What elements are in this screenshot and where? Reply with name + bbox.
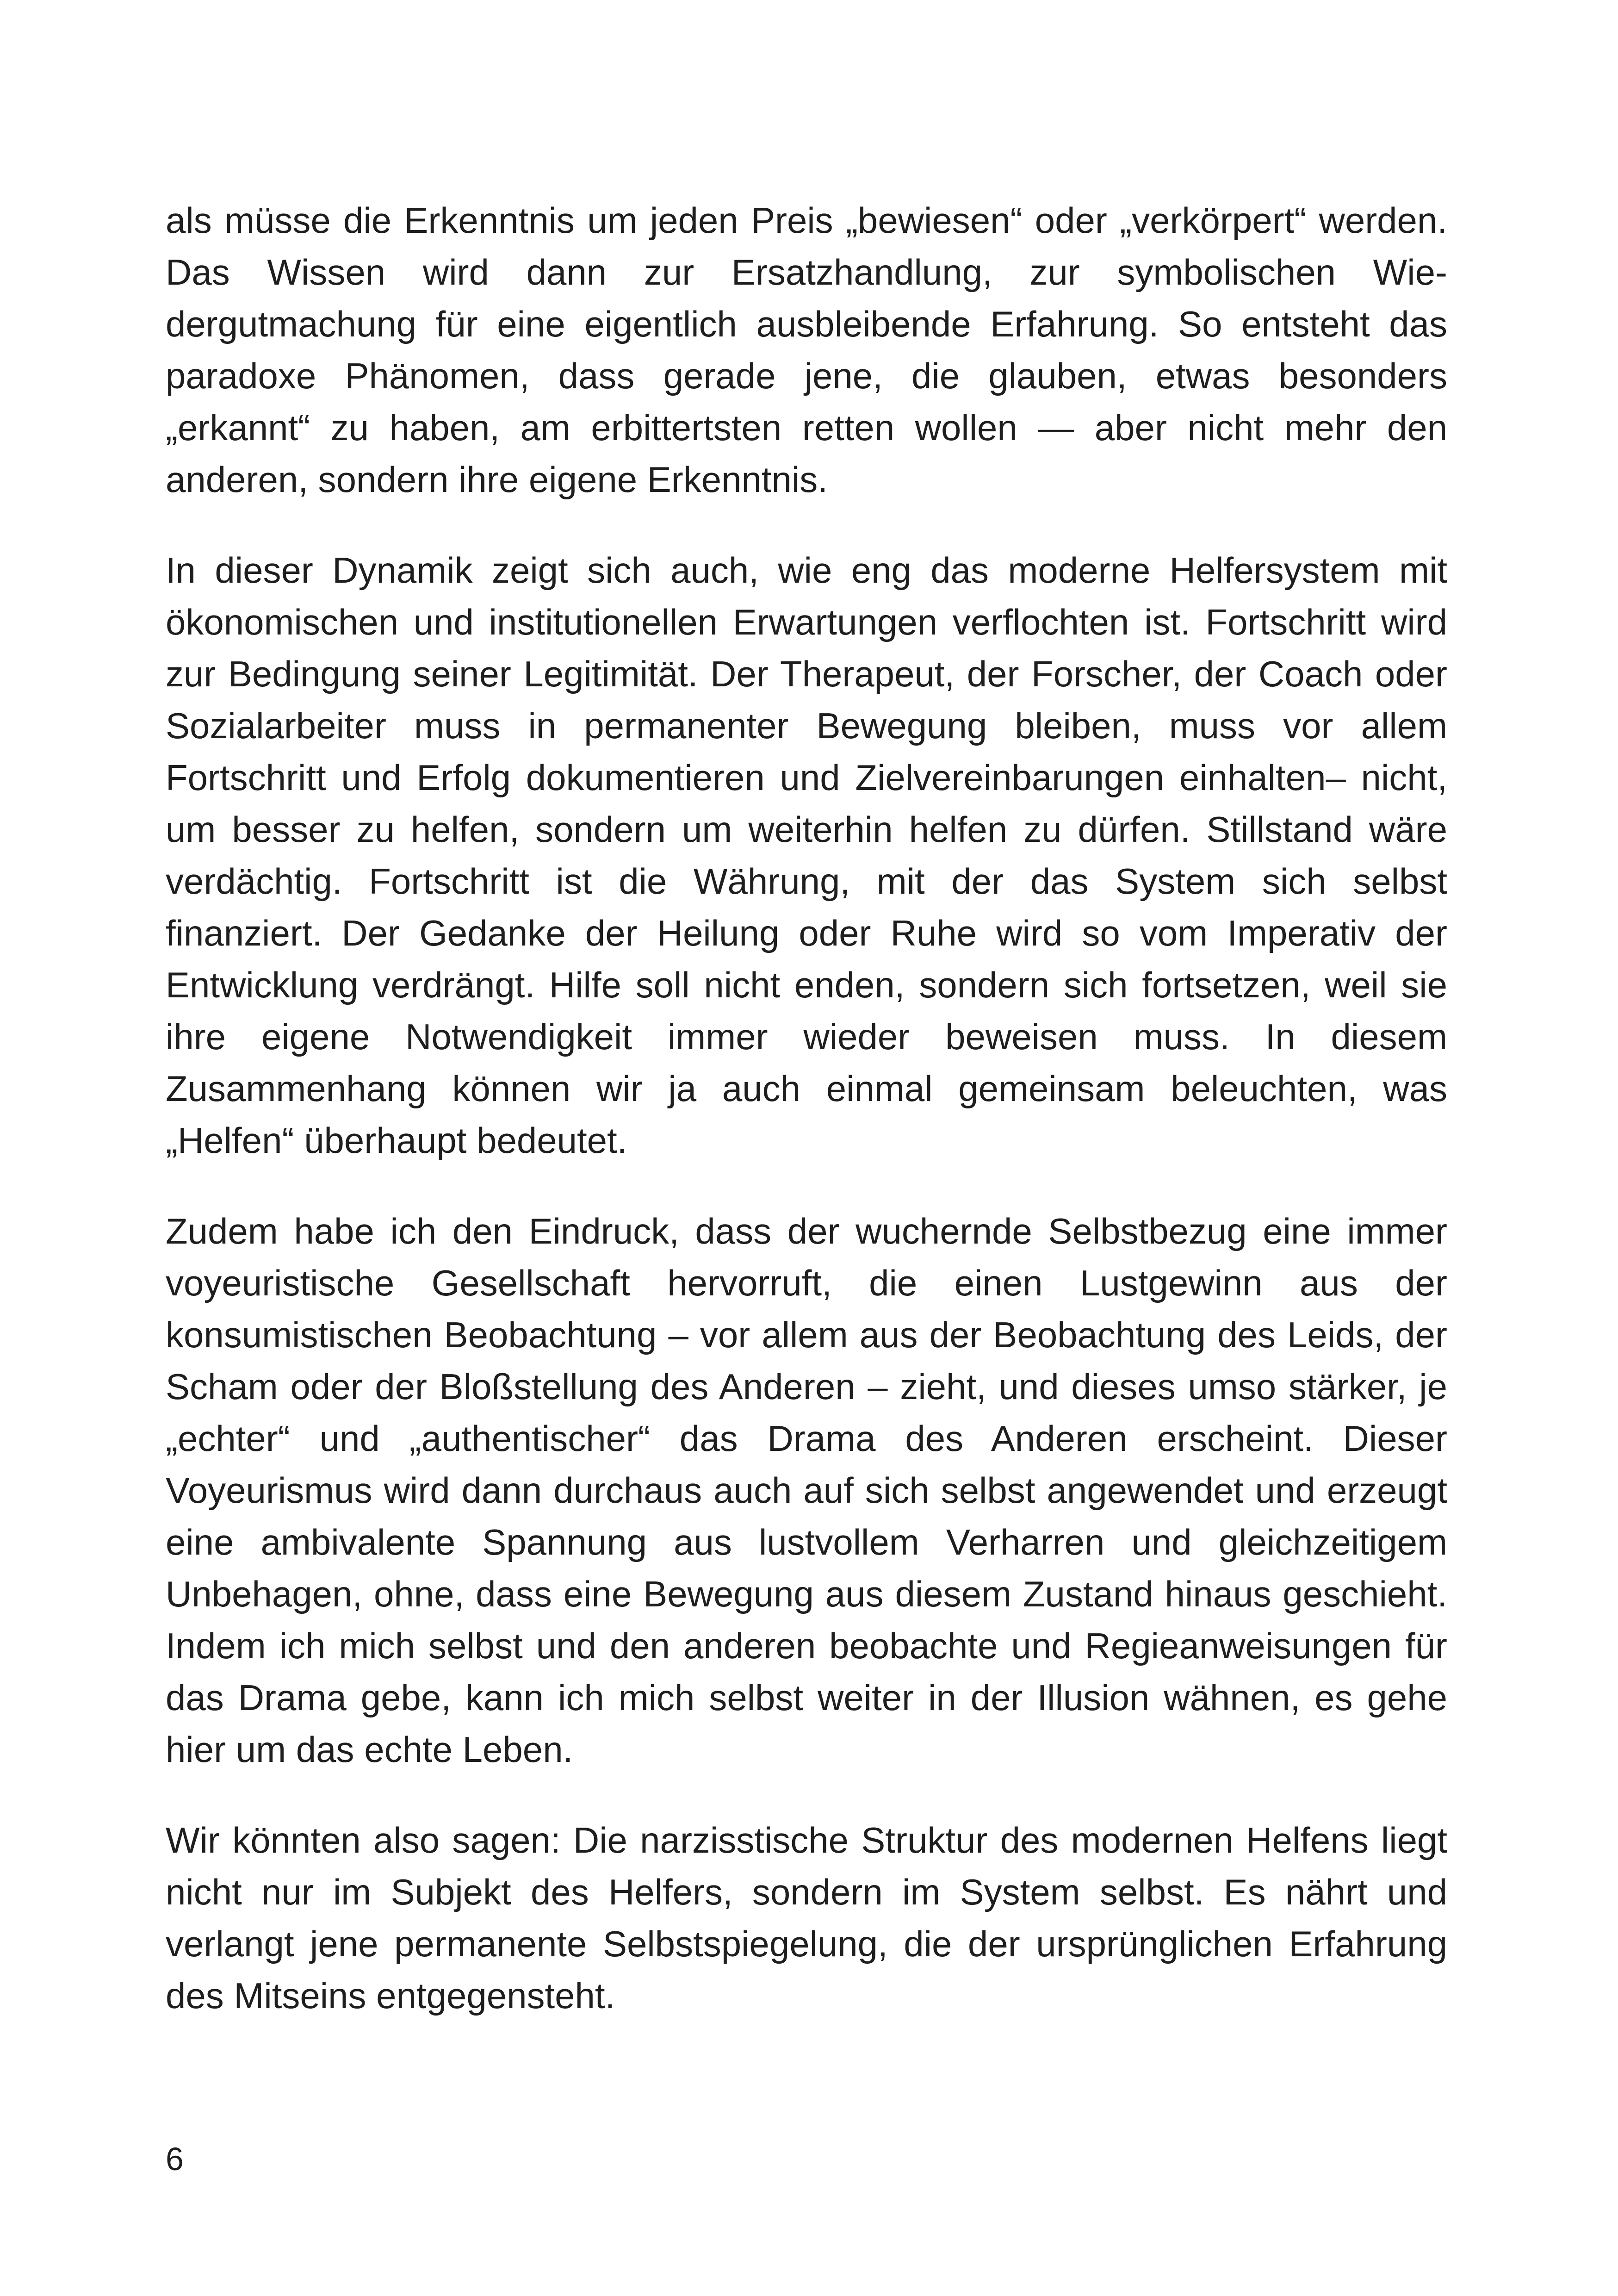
- paragraph: Wir könnten also sagen: Die narzisstische Struktur des modernen Helfens liegt nicht nur im Subjekt des Helfers, sondern im System selbst. Es nährt und verlangt jene permanente Selbstspiegelung, die der ursprünglichen Erfahrung des Mitseins entgegensteht.: [166, 1820, 1447, 2016]
- paragraph: In dieser Dynamik zeigt sich auch, wie eng das moderne Helfersystem mit ökonomischen und institutionellen Erwartungen verflochten ist. Fortschritt wird zur Bedingung seiner Legitimität. Der Therapeut, der Forscher, der Coach oder Sozialarbeiter muss in permanenter Bewegung bleiben, muss vor allem Fortschritt und Erfolg dokumentieren und Zielvereinbarungen einhalten– nicht, um besser zu helfen, sondern um weiterhin helfen zu dürfen. Stillstand wäre verdächtig. Fortschritt ist die Währung, mit der das System sich selbst finanziert. Der Gedanke der Heilung oder Ruhe wird so vom Imperativ der Entwicklung verdrängt. Hilfe soll nicht enden, sondern sich fortsetzen, weil sie ihre eigene Notwendigkeit immer wieder beweisen muss. In diesem Zusammenhang können wir ja auch einmal gemeinsam beleuchten, was „Helfen“ überhaupt bedeutet.: [166, 550, 1447, 1161]
- paragraph: Zudem habe ich den Eindruck, dass der wuchernde Selbstbezug eine immer voyeuristische Gesellschaft hervorruft, die einen Lustgewinn aus der konsumistischen Beobachtung – vor allem aus der Beobachtung des Leids, der Scham oder der Bloßstellung des Anderen – zieht, und dieses umso stärker, je „echter“ und „authentischer“ das Drama des Anderen erscheint. Dieser Voyeurismus wird dann durchaus auch auf sich selbst angewendet und erzeugt eine ambivalente Spannung aus lustvollem Verharren und gleichzeitigem Unbehagen, ohne, dass eine Bewegung aus diesem Zustand hinaus geschieht. Indem ich mich selbst und den anderen beobachte und Regieanweisungen für das Drama gebe, kann ich mich selbst weiter in der Illusion wähnen, es gehe hier um das echte Leben.: [166, 1211, 1447, 1770]
- page-body: [166, 194, 1447, 2060]
- paragraph: als müsse die Erkenntnis um jeden Preis „bewiesen“ oder „verkörpert“ werden. Das Wissen wird dann zur Ersatzhandlung, zur symbolischen Wiedergutmachung für eine eigentlich ausbleibende Erfahrung. So entsteht das paradoxe Phänomen, dass gerade jene, die glauben, etwas besonders „erkannt“ zu haben, am erbittertsten retten wollen — aber nicht mehr den anderen, sondern ihre eigene Erkenntnis.: [166, 200, 1447, 500]
- page-number: 6: [166, 2141, 184, 2177]
